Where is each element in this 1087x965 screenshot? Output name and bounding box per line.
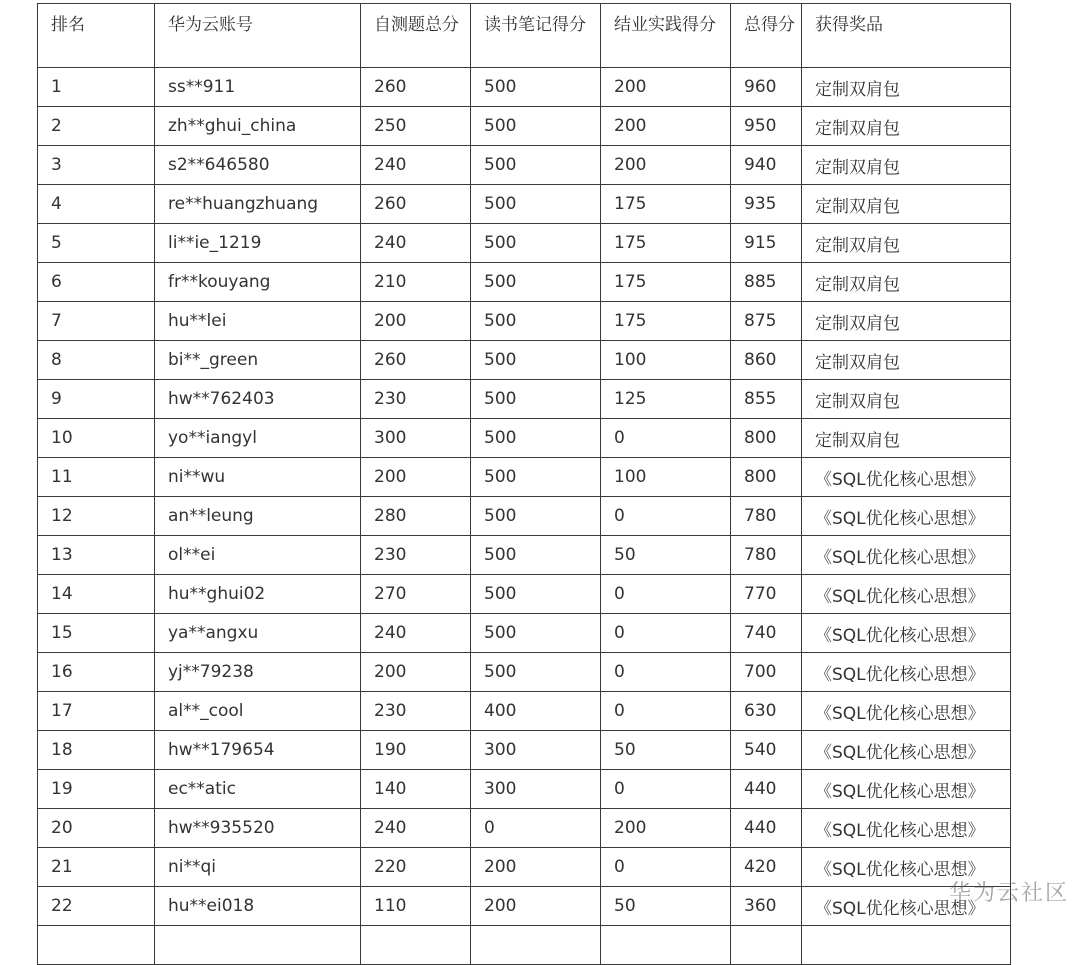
notes-score-cell: 500 — [471, 419, 601, 458]
rank-cell: 7 — [38, 302, 155, 341]
total-score-cell: 770 — [731, 575, 802, 614]
total-score-cell: 885 — [731, 263, 802, 302]
table-row — [38, 224, 1011, 263]
table-row — [38, 692, 1011, 731]
total-score-cell: 440 — [731, 809, 802, 848]
total-score-cell: 960 — [731, 68, 802, 107]
prize-cell: 《SQL优化核心思想》 — [802, 848, 1011, 887]
notes-score-cell: 500 — [471, 68, 601, 107]
notes-score-cell: 500 — [471, 575, 601, 614]
prize-cell: 《SQL优化核心思想》 — [802, 536, 1011, 575]
total-score-cell: 780 — [731, 497, 802, 536]
table-row — [38, 731, 1011, 770]
column-header-rank: 排名 — [38, 4, 155, 68]
table-row — [38, 185, 1011, 224]
practice-score-cell: 200 — [601, 68, 731, 107]
total-score-cell: 800 — [731, 458, 802, 497]
rank-cell: 9 — [38, 380, 155, 419]
notes-score-cell: 500 — [471, 536, 601, 575]
ranking-table — [37, 3, 1011, 965]
quiz-score-cell: 240 — [361, 809, 471, 848]
practice-score-cell: 0 — [601, 653, 731, 692]
prize-cell: 定制双肩包 — [802, 68, 1011, 107]
quiz-score-cell: 190 — [361, 731, 471, 770]
notes-score-cell: 500 — [471, 458, 601, 497]
quiz-score-cell: 300 — [361, 419, 471, 458]
practice-score-cell: 50 — [601, 731, 731, 770]
table-row — [38, 614, 1011, 653]
table-row — [38, 419, 1011, 458]
quiz-score-cell: 260 — [361, 68, 471, 107]
account-cell: s2**646580 — [155, 146, 361, 185]
prize-cell: 定制双肩包 — [802, 341, 1011, 380]
practice-score-cell: 0 — [601, 419, 731, 458]
quiz-score-cell: 200 — [361, 653, 471, 692]
prize-cell: 《SQL优化核心思想》 — [802, 770, 1011, 809]
rank-cell: 11 — [38, 458, 155, 497]
table-row — [38, 302, 1011, 341]
total-score-cell: 875 — [731, 302, 802, 341]
notes-score-cell: 500 — [471, 185, 601, 224]
notes-score-cell — [471, 926, 601, 965]
quiz-score-cell: 210 — [361, 263, 471, 302]
practice-score-cell: 200 — [601, 809, 731, 848]
total-score-cell: 700 — [731, 653, 802, 692]
account-cell: hu**ghui02 — [155, 575, 361, 614]
quiz-score-cell — [361, 926, 471, 965]
total-score-cell: 440 — [731, 770, 802, 809]
notes-score-cell: 500 — [471, 224, 601, 263]
quiz-score-cell: 250 — [361, 107, 471, 146]
account-cell: ni**qi — [155, 848, 361, 887]
practice-score-cell: 100 — [601, 458, 731, 497]
account-cell: zh**ghui_china — [155, 107, 361, 146]
rank-cell: 13 — [38, 536, 155, 575]
notes-score-cell: 500 — [471, 341, 601, 380]
table-row — [38, 575, 1011, 614]
rank-cell: 18 — [38, 731, 155, 770]
table-row — [38, 146, 1011, 185]
notes-score-cell: 500 — [471, 302, 601, 341]
ranking-table-container — [37, 3, 1011, 965]
prize-cell: 定制双肩包 — [802, 224, 1011, 263]
table-row — [38, 653, 1011, 692]
practice-score-cell: 0 — [601, 614, 731, 653]
notes-score-cell: 500 — [471, 497, 601, 536]
prize-cell: 《SQL优化核心思想》 — [802, 809, 1011, 848]
total-score-cell: 740 — [731, 614, 802, 653]
practice-score-cell: 175 — [601, 185, 731, 224]
account-cell: hu**lei — [155, 302, 361, 341]
practice-score-cell: 100 — [601, 341, 731, 380]
prize-cell: 《SQL优化核心思想》 — [802, 575, 1011, 614]
account-cell: li**ie_1219 — [155, 224, 361, 263]
rank-cell: 22 — [38, 887, 155, 926]
practice-score-cell — [601, 926, 731, 965]
table-row — [38, 536, 1011, 575]
notes-score-cell: 200 — [471, 848, 601, 887]
prize-cell: 定制双肩包 — [802, 263, 1011, 302]
quiz-score-cell: 140 — [361, 770, 471, 809]
table-row — [38, 263, 1011, 302]
prize-cell: 《SQL优化核心思想》 — [802, 887, 1011, 926]
prize-cell: 《SQL优化核心思想》 — [802, 614, 1011, 653]
quiz-score-cell: 110 — [361, 887, 471, 926]
column-header-quiz-score: 自测题总分 — [361, 4, 471, 68]
rank-cell: 1 — [38, 68, 155, 107]
table-row — [38, 68, 1011, 107]
quiz-score-cell: 220 — [361, 848, 471, 887]
account-cell: ec**atic — [155, 770, 361, 809]
table-row — [38, 770, 1011, 809]
site-watermark: 华为云社区 — [948, 881, 1069, 906]
total-score-cell: 540 — [731, 731, 802, 770]
rank-cell: 14 — [38, 575, 155, 614]
account-cell: bi**_green — [155, 341, 361, 380]
quiz-score-cell: 240 — [361, 224, 471, 263]
prize-cell: 《SQL优化核心思想》 — [802, 653, 1011, 692]
total-score-cell — [731, 926, 802, 965]
prize-cell: 《SQL优化核心思想》 — [802, 731, 1011, 770]
prize-cell: 《SQL优化核心思想》 — [802, 497, 1011, 536]
table-row — [38, 458, 1011, 497]
notes-score-cell: 500 — [471, 653, 601, 692]
prize-cell: 《SQL优化核心思想》 — [802, 692, 1011, 731]
table-row — [38, 380, 1011, 419]
total-score-cell: 860 — [731, 341, 802, 380]
total-score-cell: 780 — [731, 536, 802, 575]
notes-score-cell: 500 — [471, 380, 601, 419]
account-cell: hw**179654 — [155, 731, 361, 770]
account-cell: ol**ei — [155, 536, 361, 575]
notes-score-cell: 500 — [471, 146, 601, 185]
rank-cell: 15 — [38, 614, 155, 653]
table-row — [38, 809, 1011, 848]
practice-score-cell: 50 — [601, 536, 731, 575]
practice-score-cell: 50 — [601, 887, 731, 926]
total-score-cell: 360 — [731, 887, 802, 926]
account-cell: hw**762403 — [155, 380, 361, 419]
prize-cell: 《SQL优化核心思想》 — [802, 458, 1011, 497]
table-row — [38, 926, 1011, 965]
table-row — [38, 107, 1011, 146]
prize-cell: 定制双肩包 — [802, 146, 1011, 185]
account-cell: re**huangzhuang — [155, 185, 361, 224]
account-cell: fr**kouyang — [155, 263, 361, 302]
quiz-score-cell: 200 — [361, 458, 471, 497]
notes-score-cell: 300 — [471, 770, 601, 809]
notes-score-cell: 0 — [471, 809, 601, 848]
practice-score-cell: 0 — [601, 575, 731, 614]
rank-cell: 5 — [38, 224, 155, 263]
notes-score-cell: 500 — [471, 614, 601, 653]
total-score-cell: 915 — [731, 224, 802, 263]
practice-score-cell: 0 — [601, 692, 731, 731]
account-cell: al**_cool — [155, 692, 361, 731]
rank-cell: 4 — [38, 185, 155, 224]
notes-score-cell: 400 — [471, 692, 601, 731]
notes-score-cell: 200 — [471, 887, 601, 926]
prize-cell: 定制双肩包 — [802, 302, 1011, 341]
account-cell: hu**ei018 — [155, 887, 361, 926]
rank-cell: 19 — [38, 770, 155, 809]
table-row — [38, 497, 1011, 536]
quiz-score-cell: 200 — [361, 302, 471, 341]
notes-score-cell: 300 — [471, 731, 601, 770]
quiz-score-cell: 230 — [361, 692, 471, 731]
practice-score-cell: 175 — [601, 224, 731, 263]
practice-score-cell: 0 — [601, 848, 731, 887]
practice-score-cell: 200 — [601, 146, 731, 185]
practice-score-cell: 175 — [601, 263, 731, 302]
rank-cell: 6 — [38, 263, 155, 302]
total-score-cell: 800 — [731, 419, 802, 458]
rank-cell: 12 — [38, 497, 155, 536]
quiz-score-cell: 260 — [361, 185, 471, 224]
prize-cell: 定制双肩包 — [802, 107, 1011, 146]
total-score-cell: 935 — [731, 185, 802, 224]
practice-score-cell: 0 — [601, 497, 731, 536]
quiz-score-cell: 280 — [361, 497, 471, 536]
account-cell: yj**79238 — [155, 653, 361, 692]
rank-cell: 2 — [38, 107, 155, 146]
column-header-total-score: 总得分 — [731, 4, 802, 68]
total-score-cell: 855 — [731, 380, 802, 419]
practice-score-cell: 125 — [601, 380, 731, 419]
table-body — [38, 68, 1011, 965]
table-header-row — [38, 4, 1011, 68]
rank-cell: 3 — [38, 146, 155, 185]
column-header-notes-score: 读书笔记得分 — [471, 4, 601, 68]
prize-cell — [802, 926, 1011, 965]
account-cell: hw**935520 — [155, 809, 361, 848]
quiz-score-cell: 240 — [361, 614, 471, 653]
account-cell: an**leung — [155, 497, 361, 536]
total-score-cell: 630 — [731, 692, 802, 731]
table-row — [38, 848, 1011, 887]
table-row — [38, 341, 1011, 380]
prize-cell: 定制双肩包 — [802, 419, 1011, 458]
total-score-cell: 940 — [731, 146, 802, 185]
practice-score-cell: 200 — [601, 107, 731, 146]
account-cell: ya**angxu — [155, 614, 361, 653]
rank-cell: 21 — [38, 848, 155, 887]
quiz-score-cell: 230 — [361, 380, 471, 419]
account-cell: ss**911 — [155, 68, 361, 107]
total-score-cell: 950 — [731, 107, 802, 146]
practice-score-cell: 175 — [601, 302, 731, 341]
column-header-prize: 获得奖品 — [802, 4, 1011, 68]
total-score-cell: 420 — [731, 848, 802, 887]
prize-cell: 定制双肩包 — [802, 380, 1011, 419]
account-cell: ni**wu — [155, 458, 361, 497]
rank-cell: 16 — [38, 653, 155, 692]
account-cell: yo**iangyl — [155, 419, 361, 458]
quiz-score-cell: 270 — [361, 575, 471, 614]
column-header-account: 华为云账号 — [155, 4, 361, 68]
quiz-score-cell: 230 — [361, 536, 471, 575]
rank-cell: 17 — [38, 692, 155, 731]
rank-cell — [38, 926, 155, 965]
account-cell — [155, 926, 361, 965]
rank-cell: 8 — [38, 341, 155, 380]
notes-score-cell: 500 — [471, 107, 601, 146]
quiz-score-cell: 260 — [361, 341, 471, 380]
rank-cell: 20 — [38, 809, 155, 848]
table-row — [38, 887, 1011, 926]
column-header-practice-score: 结业实践得分 — [601, 4, 731, 68]
notes-score-cell: 500 — [471, 263, 601, 302]
prize-cell: 定制双肩包 — [802, 185, 1011, 224]
rank-cell: 10 — [38, 419, 155, 458]
practice-score-cell: 0 — [601, 770, 731, 809]
quiz-score-cell: 240 — [361, 146, 471, 185]
